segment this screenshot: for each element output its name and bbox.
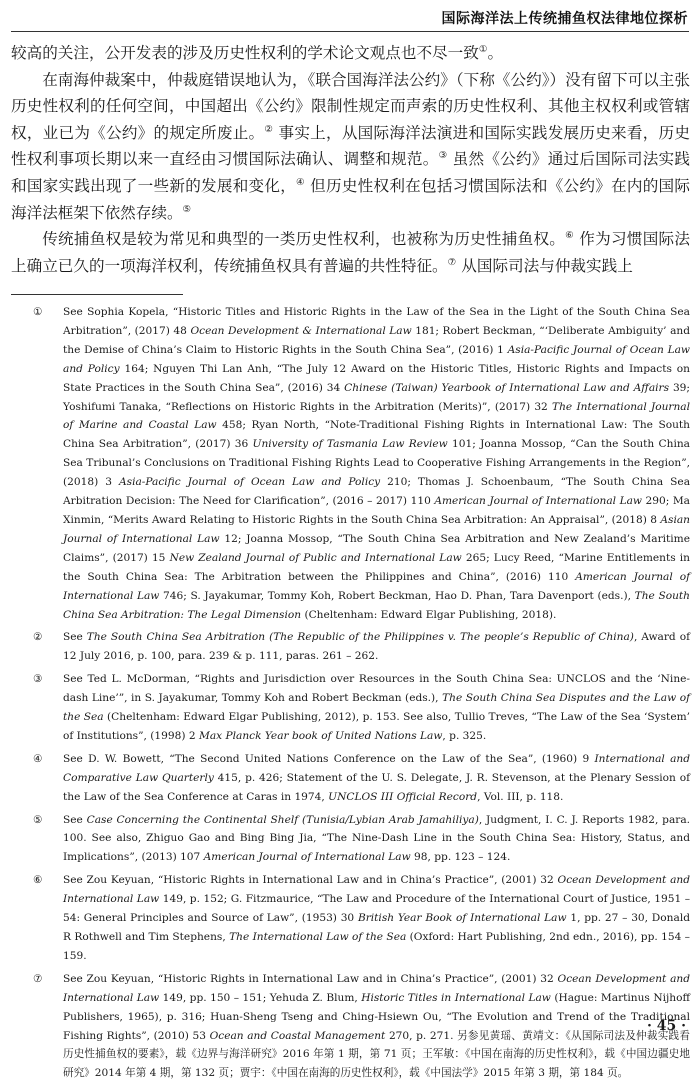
- paragraph-2: [11, 67, 690, 227]
- paragraph-3-text-b: 作为习惯国际法上确立已久的一项海洋权利，传统捕鱼权具有普遍的共性特征。: [11, 230, 690, 275]
- paragraph-3-text-a: 传统捕鱼权是较为常见和典型的一类历史性权利，也被称为历史性捕鱼权。: [42, 230, 566, 249]
- citation-text: 270, p. 271. 另参见黄瑶、黄靖文：《从国际司法及仲裁实践看历史性捕鱼权的要素》，载《边界与海洋研究》2016 年第 1 期，第 71 页；王军敏：《中国在南海的历史性权利》，载《中国边疆史地研究》2014 年第 4 期，第 132 页；贾宇：《中国在南海的历史性权利》，载《中国法学》2015 年第 3 期，第 184 页。: [63, 1029, 690, 1080]
- footnote-ref-7[interactable]: ⑦: [447, 256, 457, 268]
- paragraph-1: [11, 40, 690, 67]
- journal-section-title: 国际海洋法上传统捕鱼权法律地位探析: [441, 11, 688, 27]
- footnote-ref-2[interactable]: ②: [264, 123, 274, 135]
- citation-text: 101; Joanna Mossop, “Can the South China Sea Tribunal’s Conclusions on Traditional Fishing Rights Lead to Cooperative Fishing Arrangements in the Region”, (2018) 3: [63, 438, 690, 489]
- footnote-number: ④: [33, 752, 43, 765]
- citation-text: 164; Nguyen Thi Lan Anh, “The July 12 Award on the Historic Titles, Historic Rights and Impacts on State Practices in the South China Sea”, (2016) 34: [63, 362, 691, 394]
- citation-title: Ocean Development and International Law: [63, 874, 690, 906]
- paragraph-1-end: 。: [487, 44, 504, 62]
- citation-title: The South China Sea Disputes and the Law of the Sea: [63, 692, 690, 724]
- footnote-text: [63, 303, 690, 624]
- footnote-ref-4[interactable]: ④: [296, 176, 305, 188]
- citation-text: , Award of 12 July 2016, p. 100, para. 239 & p. 111, paras. 261 – 262.: [63, 631, 690, 663]
- citation-title: Asian Journal of International Law: [63, 513, 690, 545]
- footnote-4: [11, 750, 690, 807]
- citation-title: New Zealand Journal of Public and International Law: [169, 551, 462, 564]
- footnote-text: [63, 970, 690, 1083]
- footnote-number: ③: [33, 673, 43, 686]
- citation-text: 149, pp. 150 – 151; Yehuda Z. Blum,: [159, 991, 362, 1004]
- citation-text: 458; Ryan North, “Note-Traditional Fishing Rights in International Law: The South China Sea Arbitration”, (2017) 36: [63, 419, 690, 451]
- footnote-text: [63, 871, 690, 966]
- citation-title: Ocean Development and International Law: [63, 972, 690, 1004]
- citation-title: Asia-Pacific Journal of Ocean Law and Policy: [118, 476, 381, 489]
- footnote-text: [63, 811, 690, 868]
- footnote-text: [63, 750, 690, 807]
- footnote-number: ⑦: [33, 972, 43, 985]
- citation-text: See Zou Keyuan, “Historic Rights in International Law and in China’s Practice”, (2001) 32: [63, 874, 558, 887]
- citation-text: See Ted L. McDorman, “Rights and Jurisdiction over Resources in the South China Sea: UNCLOS and the ‘Nine-dash Line’”, in S. Jayakumar, Tommy Koh and Robert Beckman (eds.),: [63, 673, 690, 705]
- paragraph-2-text-b: 事实上，从国际海洋法演进和国际实践发展历史来看，历史性权利事项长期以来一直经由习惯国际法确认、调整和规范。: [11, 123, 690, 169]
- paragraph-3-text-c: 从国际司法与仲裁实践上: [456, 256, 633, 275]
- paragraph-3: [11, 226, 690, 279]
- citation-title: UNCLOS III Official Record: [328, 790, 478, 803]
- footnote-2: [11, 628, 690, 666]
- citation-title: Case Concerning the Continental Shelf (Tunisia/Lybian Arab Jamahiliya): [86, 813, 479, 826]
- paragraph-2-text-a: 在南海仲裁案中，仲裁庭错误地认为，《联合国海洋法公约》（下称《公约》）没有留下可以主张历史性权利的任何空间，中国超出《公约》限制性规定而声索的历史性权利、其他主权权利或管辖权，业已为《公约》的规定所废止。: [11, 70, 690, 142]
- citation-text: 98, pp. 123 – 124.: [410, 851, 511, 864]
- citation-title: American Journal of International Law: [203, 851, 411, 864]
- citation-text: 39; Yoshifumi Tanaka, “Reflections on Historic Rights in the Arbitration (Merits)”, (2017) 32: [63, 381, 690, 413]
- citation-text: See: [63, 631, 87, 644]
- citation-text: 1, pp. 27 – 30, Donald R Rothwell and Tim Stephens,: [63, 912, 690, 943]
- citation-text: 265; Lucy Reed, “Marine Entitlements in the South China Sea: The Arbitration between the Philippines and China”, (2016) 110: [63, 551, 691, 583]
- paragraph-1-text: 较高的关注，公开发表的涉及历史性权利的学术论文观点也不尽一致: [11, 44, 479, 62]
- citation-title: Chinese (Taiwan) Yearbook of International Law and Affairs: [344, 381, 670, 394]
- citation-text: (Cheltenham: Edward Elgar Publishing, 2018).: [301, 608, 557, 621]
- footnote-number: ②: [33, 631, 43, 644]
- footnote-ref-1[interactable]: ①: [478, 43, 488, 55]
- footnote-7: [11, 970, 690, 1083]
- footnote-number: ⑥: [33, 874, 43, 887]
- footnote-number: ⑤: [33, 813, 43, 826]
- citation-title: University of Tasmania Law Review: [252, 438, 448, 451]
- footnotes-section: [11, 303, 690, 1087]
- citation-text: 210; Thomas J. Schoenbaum, “The South China Sea Arbitration Decision: The Need for Clarification”, (2016 – 2017) 110: [63, 476, 691, 508]
- citation-text: , Judgment, I. C. J. Reports 1982, para. 100. See also, Zhiguo Gao and Bing Bing Jia, “The Nine-Dash Line in the South China Sea: History, Status, and Implications”, (2013) 107: [63, 813, 691, 864]
- citation-title: International and Comparative Law Quarterly: [63, 752, 690, 784]
- running-header: [0, 0, 700, 36]
- citation-text: See Zou Keyuan, “Historic Rights in International Law and in China’s Practice”, (2001) 32: [63, 972, 558, 985]
- citation-text: (Cheltenham: Edward Elgar Publishing, 2012), p. 153. See also, Tullio Treves, “The Law of the Sea ‘System’ of Institutions”, (1998) 2: [63, 711, 690, 742]
- footnote-ref-3[interactable]: ③: [438, 150, 448, 162]
- footnote-number: ①: [33, 306, 43, 318]
- citation-text: See: [63, 813, 87, 826]
- footnote-5: [11, 811, 690, 868]
- citation-text: (Hague: Martinus Nijhoff Publishers, 1965), p. 316; Huan-Sheng Tseng and Ching-Hsiewn Ou, “The Evolution and Trend of the Traditional Fishing Rights”, (2010) 53: [63, 991, 691, 1042]
- main-text: [11, 40, 690, 279]
- footnote-6: [11, 871, 690, 966]
- citation-title: Historic Titles in International Law: [361, 991, 551, 1004]
- citation-title: Max Planck Year book of United Nations Law: [198, 729, 443, 742]
- citation-text: , Vol. III, p. 118.: [477, 790, 564, 803]
- footnote-separator: [11, 294, 183, 295]
- citation-text: See D. W. Bowett, “The Second United Nations Conference on the Law of the Sea”, (1960) 9: [63, 752, 595, 765]
- citation-title: Asia-Pacific Journal of Ocean Law and Policy: [63, 343, 690, 375]
- citation-text: 746; S. Jayakumar, Tommy Koh, Robert Beckman, Hao D. Phan, Tara Davenport (eds.),: [159, 589, 635, 602]
- footnote-text: [63, 670, 690, 746]
- citation-text: 290; Ma Xinmin, “Merits Award Relating to Historic Rights in the South China Sea Arbitration: An Appraisal”, (2018) 8: [63, 495, 690, 526]
- citation-title: British Year Book of International Law: [357, 912, 567, 925]
- citation-text: 149, p. 152; G. Fitzmaurice, “The Law and Procedure of the International Court of Justice, 1951 – 54: General Principles and Source of Law”, (1953) 30: [63, 893, 690, 925]
- citation-title: The South China Sea Arbitration: The Legal Dimension: [63, 589, 690, 621]
- page-number: · 45 ·: [647, 1018, 686, 1034]
- footnote-ref-6[interactable]: ⑥: [565, 229, 575, 241]
- paragraph-2-text-d: 但历史性权利在包括习惯国际法和《公约》在内的国际海洋法框架下依然存续。: [11, 176, 690, 222]
- footnote-ref-5[interactable]: ⑤: [182, 203, 192, 215]
- citation-title: Ocean and Coastal Management: [209, 1029, 386, 1042]
- footnote-text: [63, 628, 690, 666]
- citation-title: The South China Sea Arbitration (The Republic of the Philippines v. The people’s Republic of China): [86, 631, 634, 644]
- citation-title: The International Law of the Sea: [229, 931, 407, 943]
- citation-text: 415, p. 426; Statement of the U. S. Delegate, J. R. Stevenson, at the Plenary Session of the Law of the Sea Conference at Caras in 1974,: [63, 771, 690, 803]
- citation-title: American Journal of International Law: [63, 570, 690, 602]
- citation-title: Ocean Development & International Law: [190, 324, 412, 337]
- citation-title: The International Journal of Marine and Coastal Law: [63, 400, 691, 432]
- citation-text: 12; Joanna Mossop, “The South China Sea Arbitration and New Zealand’s Maritime Claims”, (2017) 15: [63, 532, 690, 564]
- citation-text: 181; Robert Beckman, “‘Deliberate Ambiguity’ and the Demise of China’s Claim to Historic Rights in the South China Sea”, (2016) 1: [63, 324, 690, 356]
- citation-text: (Oxford: Hart Publishing, 2nd edn., 2016), pp. 154 – 159.: [63, 931, 690, 962]
- footnote-3: [11, 670, 690, 746]
- header-rule: [11, 31, 689, 32]
- citation-title: American Journal of International Law: [434, 495, 642, 508]
- footnote-1: [11, 303, 690, 624]
- citation-text: , p. 325.: [442, 729, 487, 742]
- paragraph-2-text-c: 虽然《公约》通过后国际司法实践和国家实践出现了一些新的发展和变化，: [11, 150, 690, 195]
- citation-text: See Sophia Kopela, “Historic Titles and Historic Rights in the Law of the Sea in the Light of the South China Sea Arbitration”, (2017) 48: [63, 306, 690, 337]
